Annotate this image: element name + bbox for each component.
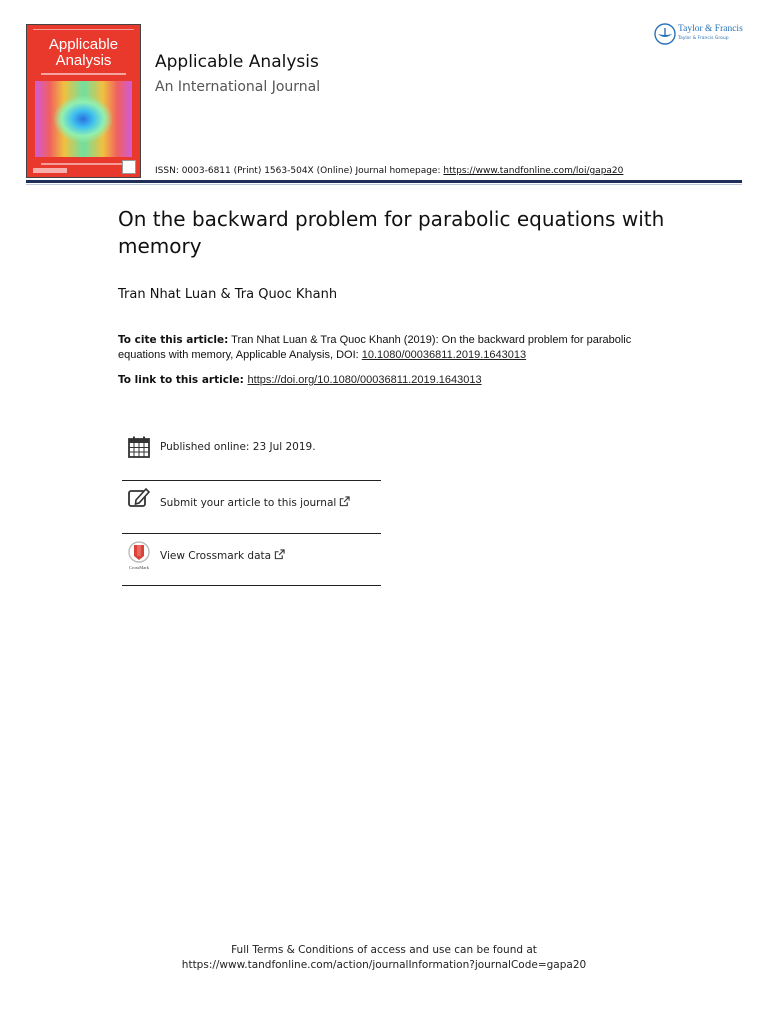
article-title: On the backward problem for parabolic equations with memory xyxy=(118,207,665,258)
article-url-link[interactable]: https://doi.org/10.1080/00036811.2019.1643013 xyxy=(247,374,482,386)
terms-url: https://www.tandfonline.com/action/journalInformation?journalCode=gapa20 xyxy=(181,959,587,971)
svg-text:CrossMark: CrossMark xyxy=(129,565,149,570)
published-online-row xyxy=(122,430,381,482)
crossmark-row[interactable] xyxy=(122,535,381,587)
issn-line xyxy=(155,166,623,176)
cover-title xyxy=(27,37,140,69)
cite-label: To cite this article: xyxy=(118,334,229,346)
cover-header-line xyxy=(33,29,134,34)
doi-link[interactable]: 10.1080/00036811.2019.1643013 xyxy=(361,349,527,361)
header-rule xyxy=(26,180,742,183)
meta-divider xyxy=(122,585,381,586)
external-link-icon xyxy=(339,496,350,507)
header-rule-thin xyxy=(26,184,742,185)
cover-title-line2: Analysis xyxy=(55,52,112,69)
publisher-logo-icon xyxy=(654,23,676,45)
submit-article-row[interactable] xyxy=(122,482,381,534)
publisher-group: Taylor & Francis Group xyxy=(678,36,729,41)
publisher-name: Taylor & Francis xyxy=(678,24,743,34)
meta-divider xyxy=(122,533,381,534)
cover-qr-code xyxy=(122,160,136,174)
crossmark-link[interactable] xyxy=(160,549,285,562)
cover-subtitle-line xyxy=(41,73,126,75)
issn-text: ISSN: 0003-6811 (Print) 1563-504X (Online) Journal homepage: xyxy=(155,166,444,176)
crossmark-icon xyxy=(127,541,151,571)
external-link-icon xyxy=(274,549,285,560)
submit-article-link[interactable] xyxy=(160,496,350,509)
link-label: To link to this article: xyxy=(118,374,248,386)
submit-article-label: Submit your article to this journal xyxy=(160,497,337,509)
published-online-date: Published online: 23 Jul 2019. xyxy=(160,441,316,453)
terms-text: Full Terms & Conditions of access and use can be found at xyxy=(231,944,537,956)
cover-footer-line xyxy=(41,163,126,165)
cover-artwork xyxy=(35,81,132,157)
journal-homepage-link[interactable]: https://www.tandfonline.com/loi/gapa20 xyxy=(443,166,624,176)
article-link-block xyxy=(118,373,482,386)
taylor-francis-logo xyxy=(654,22,754,48)
crossmark-label: View Crossmark data xyxy=(160,550,272,562)
cite-text: Tran Nhat Luan & Tra Quoc Khanh (2019): On the backward problem for parabolic equations with memory, Applicable Analysis, DOI: xyxy=(118,334,632,361)
journal-title: Applicable Analysis xyxy=(155,52,319,72)
cover-publisher-logo xyxy=(33,168,67,173)
article-authors: Tran Nhat Luan & Tra Quoc Khanh xyxy=(118,287,338,302)
journal-cover-image xyxy=(26,24,141,178)
cover-title-line1: Applicable xyxy=(48,36,119,53)
terms-footer xyxy=(0,943,768,973)
citation-block xyxy=(118,333,658,363)
meta-divider xyxy=(122,480,381,481)
journal-subtitle: An International Journal xyxy=(155,79,321,95)
edit-icon xyxy=(127,486,151,510)
calendar-icon xyxy=(127,435,151,459)
